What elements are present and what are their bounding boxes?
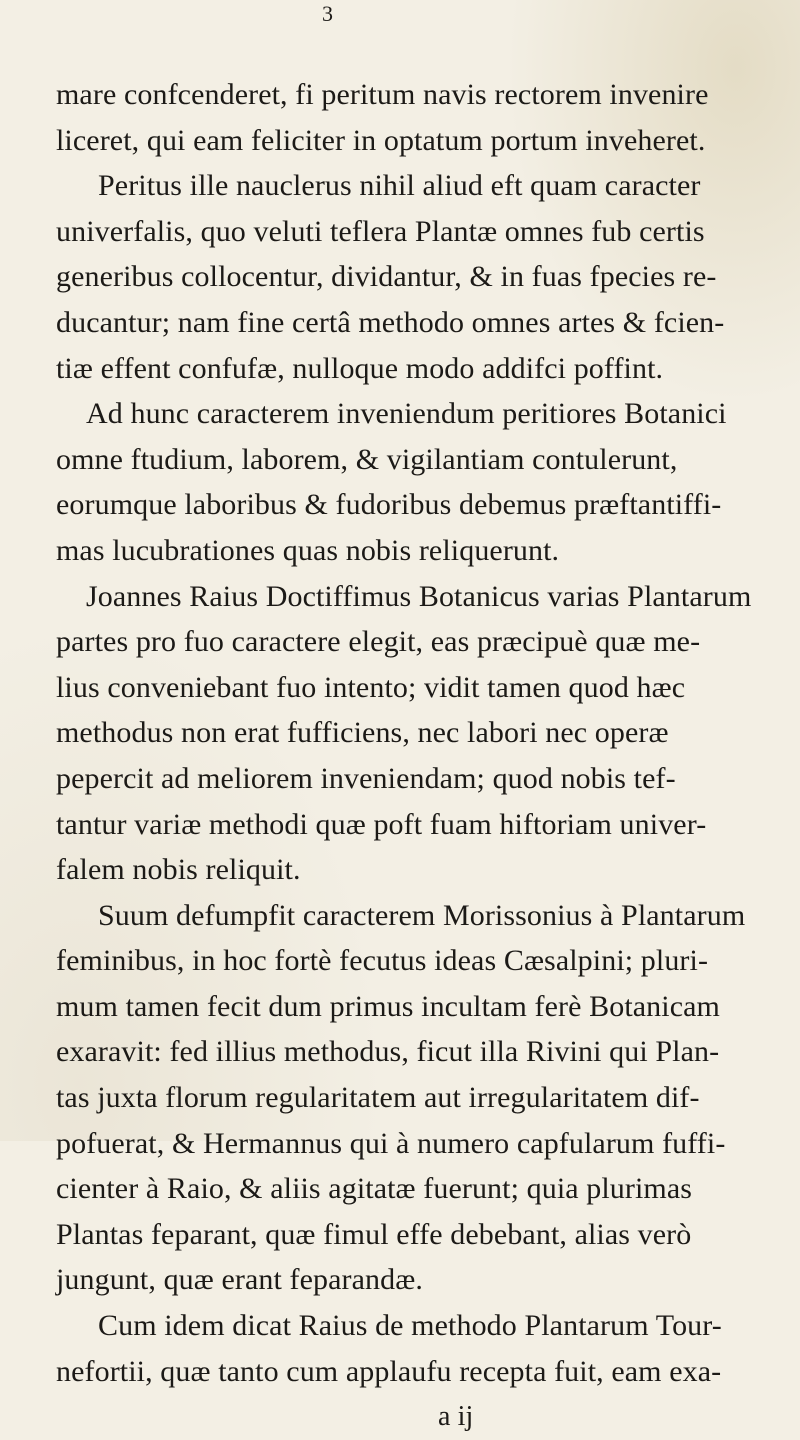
text-line: exaravit: fed illius methodus, ficut illa Rivini qui Plan- (56, 1035, 720, 1069)
signature-mark: a ij (438, 1401, 474, 1433)
text-line: nefortii, quæ tanto cum applaufu recepta fuit, eam exa- (56, 1354, 722, 1388)
text-line: Cum idem dicat Raius de methodo Plantarum Tour- (98, 1309, 722, 1343)
text-line: eorumque laboribus & fudoribus debemus præftantiffi- (56, 488, 722, 522)
text-line: pepercit ad meliorem inveniendam; quod nobis tef- (56, 761, 676, 795)
text-line: mas lucubrationes quas nobis reliquerunt. (56, 533, 560, 567)
text-line: Joannes Raius Doctiffimus Botanicus varias Plantarum (86, 579, 752, 613)
text-line: pofuerat, & Hermannus qui à numero capfularum fuffi- (56, 1126, 726, 1160)
text-line: methodus non erat fufficiens, nec labori nec operæ (56, 716, 669, 750)
body-text (56, 72, 756, 1440)
text-line: generibus collocentur, dividantur, & in fuas fpecies re- (56, 260, 717, 294)
text-line: Suum defumpfit caracterem Morissonius à Plantarum (98, 898, 746, 932)
text-line: tantur variæ methodi quæ poft fuam hiftoriam univer- (56, 807, 707, 841)
text-line: omne ftudium, laborem, & vigilantiam contulerunt, (56, 442, 678, 476)
text-line: tiæ effent confufæ, nulloque modo addifci poffint. (56, 351, 664, 385)
text-line: lius conveniebant fuo intento; vidit tamen quod hæc (56, 670, 686, 704)
text-line: feminibus, in hoc fortè fecutus ideas Cæsalpini; pluri- (56, 944, 709, 978)
text-line: cienter à Raio, & aliis agitatæ fuerunt; quia plurimas (56, 1172, 693, 1206)
text-line: partes pro fuo caractere elegit, eas præcipuè quæ me- (56, 625, 701, 659)
text-line: liceret, qui eam feliciter in optatum portum inveheret. (56, 123, 706, 157)
text-line: mum tamen fecit dum primus incultam ferè Botanicam (56, 989, 720, 1023)
text-line: ducantur; nam fine certâ methodo omnes artes & fcien- (56, 305, 725, 339)
text-line: Peritus ille nauclerus nihil aliud eft quam caracter (98, 169, 701, 203)
text-line: falem nobis reliquit. (56, 853, 301, 887)
text-line: mare confcenderet, fi peritum navis rectorem invenire (56, 78, 709, 111)
text-line: univerfalis, quo veluti teflera Plantæ omnes fub certis (56, 214, 705, 248)
text-line: Ad hunc caracterem inveniendum peritiores Botanici (86, 397, 727, 431)
text-line: jungunt, quæ erant feparandæ. (56, 1263, 423, 1297)
text-line: tas juxta florum regularitatem aut irregularitatem dif- (56, 1081, 700, 1115)
page-number: 3 (322, 1, 333, 26)
text-line: Plantas feparant, quæ fimul effe debebant, alias verò (56, 1217, 692, 1251)
